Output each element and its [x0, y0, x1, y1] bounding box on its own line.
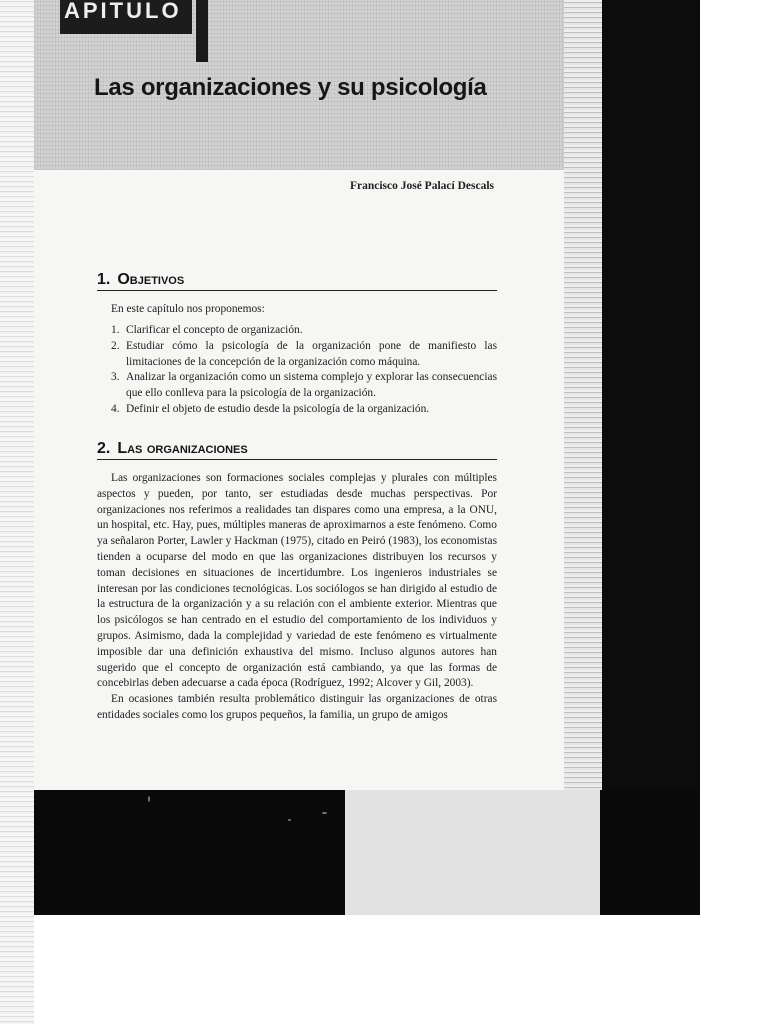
section-heading-objetivos [97, 271, 497, 291]
section-body [97, 471, 497, 724]
list-marker: 3. [111, 371, 120, 384]
objectives-list [111, 323, 497, 418]
scan-edge-left [0, 0, 34, 1024]
section-title: Objetivos [117, 271, 185, 288]
scan-next-page [345, 790, 600, 915]
list-marker: 4. [111, 402, 120, 415]
scan-speck [148, 796, 150, 802]
scan-speck [322, 812, 327, 814]
list-item [111, 402, 497, 418]
scan-shadow-right [602, 0, 700, 915]
section-number: 2. [97, 440, 111, 457]
chapter-title: Las organizaciones y su psicología [94, 74, 487, 101]
objectives-intro: En este capítulo nos proponemos: [111, 303, 265, 315]
list-marker: 1. [111, 324, 120, 336]
chapter-tab-bar [196, 0, 208, 62]
author-name: Francisco José Palací Descals [349, 180, 494, 192]
scan-edge-right [564, 0, 602, 915]
list-item [111, 323, 497, 339]
list-item-text: Definir el objeto de estudio desde la psicología de la organización. [126, 402, 430, 415]
section-heading-organizaciones [97, 440, 497, 460]
section-number: 1. [97, 271, 111, 288]
list-item-text: Estudiar cómo la psicología de la organización pone de manifiesto las limitaciones de la concepción de la organización como máquina. [126, 339, 497, 368]
list-item [111, 339, 497, 371]
section-title: Las organizaciones [117, 440, 248, 457]
chapter-tab: APITULO [60, 0, 192, 34]
list-item-text: Analizar la organización como un sistema complejo y explorar las consecuencias que ello conlleva para la psicología de la organización. [126, 371, 497, 400]
scan-speck [288, 819, 291, 821]
list-item [111, 370, 497, 402]
paragraph: Las organizaciones son formaciones sociales complejas y plurales con múltiples aspectos y pueden, por tanto, ser estudiadas desde muchas perspectivas. Por organizaciones nos referimos a realidades tan dispares como una empresa, a la ONU, un hospital, etc. Hay, pues, múltiples maneras de aproximarnos a este fenómeno. Como ya señalaron Porter, Lawler y Hackman (1975), citado en Peiró (1983), los economistas tienden a ocuparse del modo en que las organizaciones distribuyen los recursos y toman decisiones en situaciones de incertidumbre. Los ingenieros industriales se interesan por las condiciones tecnológicas. Los sociólogos se han dirigido al estudio de la estructura de la organización y a su relación con el ambiente exterior. Mientras que los psicólogos se han centrado en el estudio del comportamiento de los individuos y grupos. Asimismo, dada la complejidad y variedad de este fenómeno es virtualmente imposible dar una definición exhaustiva del mismo. Incluso algunos autores han sugerido que el concepto de organización está cambiando, ya que las formas de concebirlas deben adecuarse a cada época (Rodríguez, 1992; Alcover y Gil, 2003). [97, 472, 497, 690]
list-marker: 2. [111, 339, 120, 352]
list-item-text: Clarificar el concepto de organización. [126, 324, 303, 336]
paragraph: En ocasiones también resulta problemático distinguir las organizaciones de otras entidades sociales como los grupos pequeños, la familia, un grupo de amigos [97, 693, 497, 721]
